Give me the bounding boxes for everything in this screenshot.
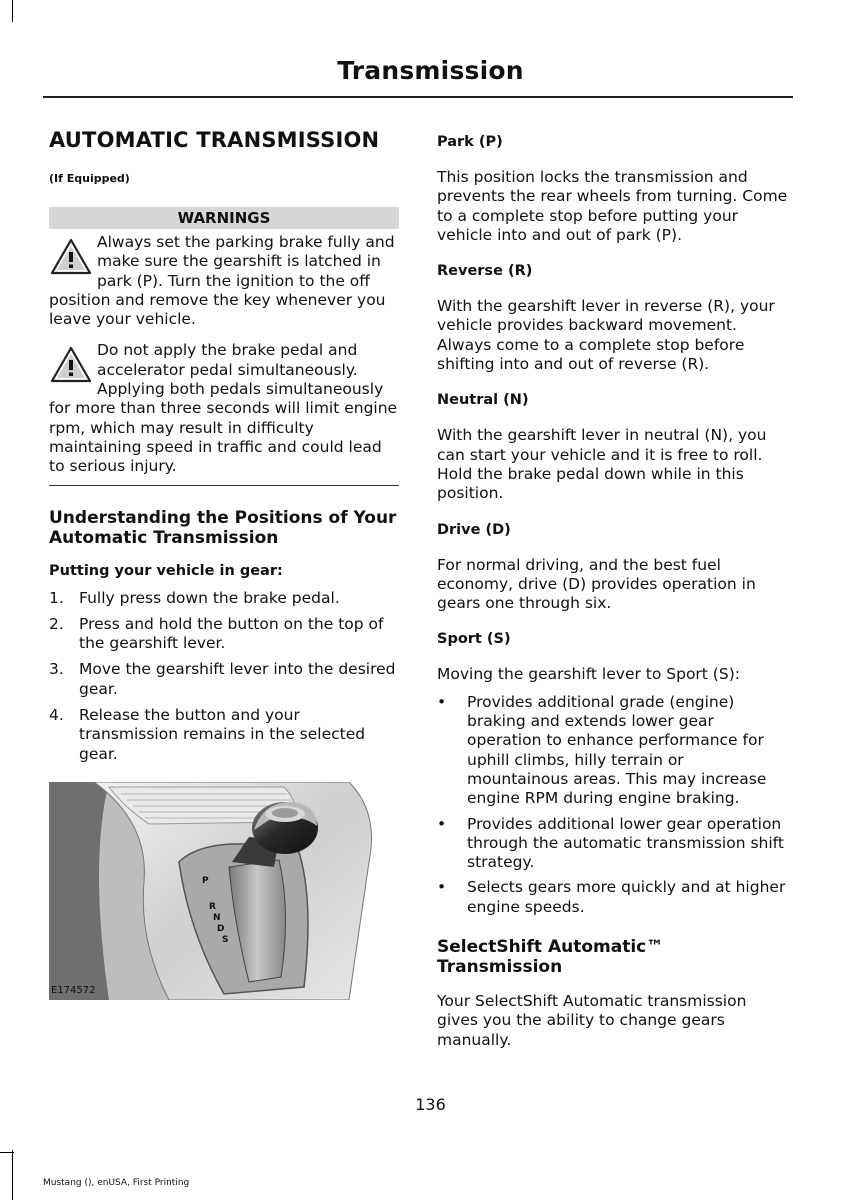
reverse-heading: Reverse (R) xyxy=(437,263,533,280)
header-rule xyxy=(43,96,793,98)
step-number: 4. xyxy=(49,706,64,725)
step-text: Fully press down the brake pedal. xyxy=(79,588,340,607)
figure-label: E174572 xyxy=(51,984,96,996)
gear-letter: S xyxy=(222,934,229,945)
warning-item xyxy=(49,233,399,329)
warning-triangle-icon xyxy=(49,345,93,385)
reverse-text: With the gearshift lever in reverse (R), your vehicle provides backward movement. Always come to a complete stop before shifting into and out of reverse (R). xyxy=(437,297,775,374)
bullet: • xyxy=(437,814,447,833)
section-title: AUTOMATIC TRANSMISSION xyxy=(49,128,380,152)
step-number: 1. xyxy=(49,588,64,607)
drive-heading: Drive (D) xyxy=(437,521,511,538)
bullet-text: Selects gears more quickly and at higher engine speeds. xyxy=(467,878,786,916)
step-text: Move the gearshift lever into the desired gear. xyxy=(79,660,396,698)
page-header-title: Transmission xyxy=(337,56,524,85)
list-item xyxy=(49,589,399,608)
drive-text: For normal driving, and the best fuel economy, drive (D) provides operation in gears one through six. xyxy=(437,555,756,613)
warning-text: Always set the parking brake fully and make sure the gearshift is latched in park (P). Turn the ignition to the off position and remove the key whenever you leave your vehicle. xyxy=(49,233,395,329)
warning-triangle-icon xyxy=(49,237,93,277)
step-number: 3. xyxy=(49,660,64,679)
selectshift-text: Your SelectShift Automatic transmission gives you the ability to change gears manually. xyxy=(437,992,747,1049)
sport-heading: Sport (S) xyxy=(437,631,511,648)
crop-mark-bottom-h xyxy=(0,1152,14,1153)
list-item xyxy=(437,878,789,917)
gear-letter: D xyxy=(217,923,225,934)
footer-text: Mustang (), enUSA, First Printing xyxy=(43,1178,190,1188)
crop-mark-top xyxy=(12,0,13,22)
step-number: 2. xyxy=(49,614,64,633)
sport-bullets xyxy=(437,693,789,917)
gear-letter: P xyxy=(202,875,209,886)
subsection-heading: Understanding the Positions of Your Automatic Transmission xyxy=(49,507,397,548)
gearshift-drawing xyxy=(49,782,384,1000)
bullet: • xyxy=(437,692,447,711)
page-number: 136 xyxy=(415,1095,446,1114)
bullet-text: Provides additional grade (engine) braking and extends lower gear operation to enhance performance for uphill climbs, hilly terrain or mountainous areas. This may increase engine RPM during engine braking. xyxy=(467,692,767,808)
warning-item xyxy=(49,341,399,476)
park-heading: Park (P) xyxy=(437,134,503,150)
steps-list xyxy=(49,589,399,764)
selectshift-heading: SelectShift Automatic™ Transmission xyxy=(437,937,664,978)
step-text: Press and hold the button on the top of the gearshift lever. xyxy=(79,614,384,653)
sport-intro: Moving the gearshift lever to Sport (S): xyxy=(437,665,740,684)
list-item xyxy=(437,693,789,809)
right-column xyxy=(437,134,789,1063)
bullet-text: Provides additional lower gear operation through the automatic transmission shift strategy. xyxy=(467,814,784,872)
warnings-bar: WARNINGS xyxy=(49,207,399,229)
warnings-end-rule xyxy=(49,485,399,486)
park-text: This position locks the transmission and prevents the rear wheels from turning. Come to a complete stop before putting your vehicle into and out of park (P). xyxy=(437,168,788,244)
list-item xyxy=(49,615,399,654)
warning-text: Do not apply the brake pedal and accelerator pedal simultaneously. Applying both pedals simultaneously for more than three seconds will limit engine rpm, which may result in difficulty maintaining speed in traffic and could lead to serious injury. xyxy=(49,341,398,476)
step-text: Release the button and your transmission remains in the selected gear. xyxy=(79,706,366,763)
gearshift-illustration xyxy=(49,782,384,1000)
list-item xyxy=(49,706,399,764)
neutral-text: With the gearshift lever in neutral (N), you can start your vehicle and it is free to roll. Hold the brake pedal down while in this position. xyxy=(437,426,767,503)
list-item xyxy=(437,815,789,873)
gear-letter: N xyxy=(213,912,221,923)
bullet: • xyxy=(437,878,447,897)
gear-letter: R xyxy=(209,901,216,912)
section-subtitle: (If Equipped) xyxy=(49,172,130,185)
steps-heading: Putting your vehicle in gear: xyxy=(49,562,283,579)
crop-mark-bottom-v xyxy=(12,1150,13,1200)
list-item xyxy=(49,660,399,699)
left-column xyxy=(49,128,399,1000)
neutral-heading: Neutral (N) xyxy=(437,392,529,409)
